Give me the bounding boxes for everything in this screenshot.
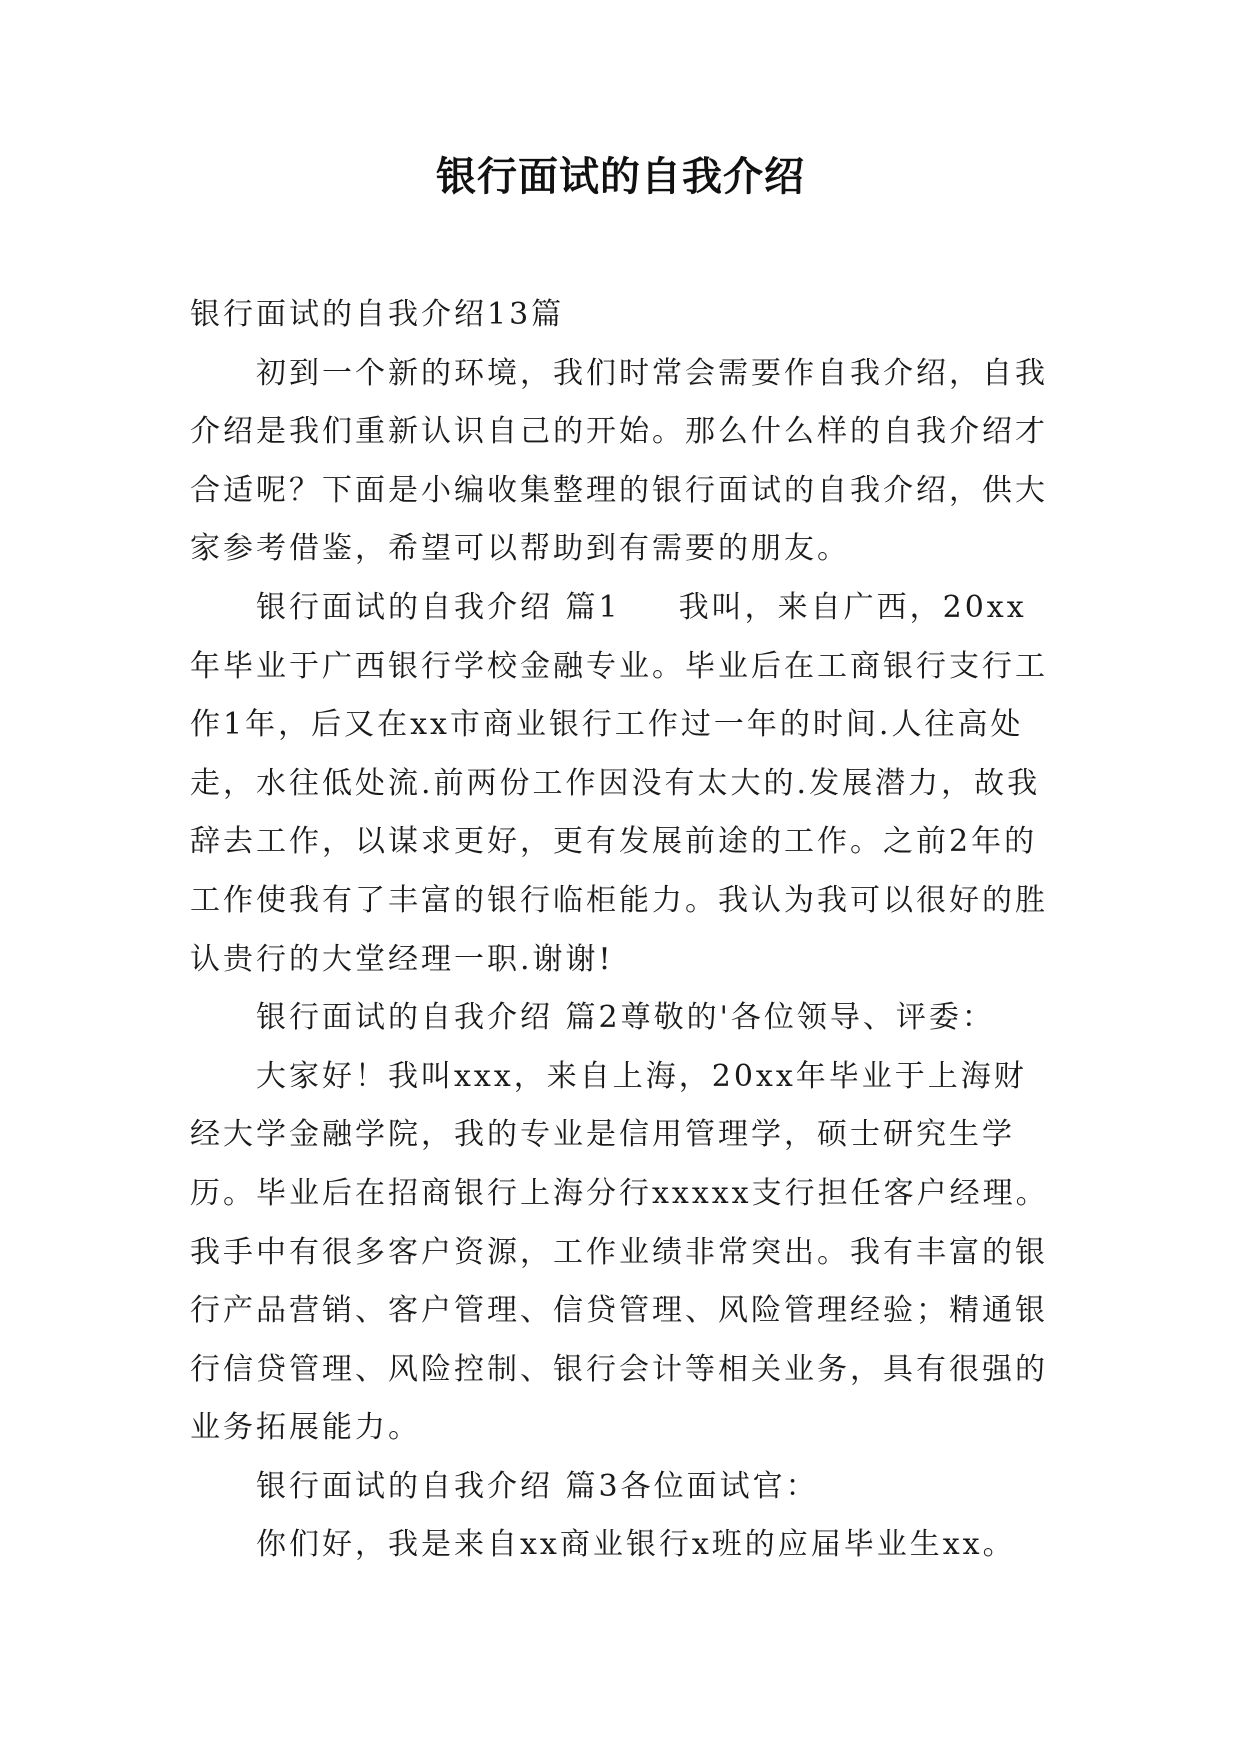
paragraph-section-3-text: 你们好，我是来自xx商业银行x班的应届毕业生xx。 <box>256 1527 1016 1563</box>
document-title: 银行面试的自我介绍 <box>436 154 805 200</box>
section-1-heading: 银行面试的自我介绍 篇1 <box>256 589 621 625</box>
document-body <box>190 286 1052 1575</box>
paragraph-section-3-heading: 银行面试的自我介绍 篇3各位面试官： <box>256 1468 819 1504</box>
paragraph-section-1 <box>190 579 1052 989</box>
section-1-text: 我叫，来自广西，20xx年毕业于广西银行学校金融专业。毕业后在工商银行支行工作1年，后又在xx市商业银行工作过一年的时间.人往高处走，水往低处流.前两份工作因没有太大的.发展潜力，故我辞去工作，以谋求更好，更有发展前途的工作。之前2年的工作使我有了丰富的银行临柜能力。我认为我可以很好的胜认贵行的大堂经理一职.谢谢! <box>190 589 1048 977</box>
paragraph-intro: 初到一个新的环境，我们时常会需要作自我介绍，自我介绍是我们重新认识自己的开始。那么什么样的自我介绍才合适呢？下面是小编收集整理的银行面试的自我介绍，供大家参考借鉴，希望可以帮助到有需要的朋友。 <box>190 355 1048 567</box>
paragraph-section-2-heading: 银行面试的自我介绍 篇2尊敬的'各位领导、评委： <box>256 1000 995 1036</box>
paragraph-subtitle: 银行面试的自我介绍13篇 <box>190 297 565 332</box>
paragraph-section-2-text: 大家好！我叫xxx，来自上海，20xx年毕业于上海财经大学金融学院，我的专业是信用管理学，硕士研究生学历。毕业后在招商银行上海分行xxxxx支行担任客户经理。我手中有很多客户资源，工作业绩非常突出。我有丰富的银行产品营销、客户管理、信贷管理、风险管理经验；精通银行信贷管理、风险控制、银行会计等相关业务，具有很强的业务拓展能力。 <box>190 1058 1049 1446</box>
